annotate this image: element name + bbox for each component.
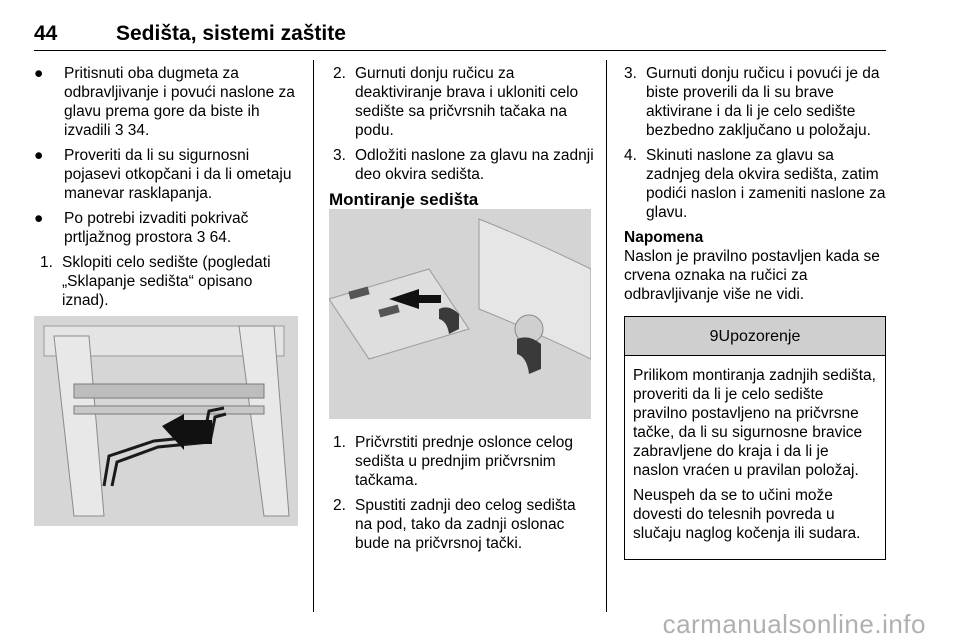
step-text: Spustiti zadnji deo celog sedišta na pod, tako da zadnji oslonac bude na pričvrsnoj tački. <box>355 497 576 552</box>
step-number: 3. <box>333 147 346 164</box>
column-divider-1 <box>313 60 314 612</box>
step-item <box>329 64 594 140</box>
bullet-text: Proveriti da li su sigurnosni pojasevi otkopčani i da li ometaju manevar rasklapanja. <box>64 147 292 202</box>
step-text: Pričvrstiti prednje oslonce celog sedišta u prednjim pričvrsnim tačkama. <box>355 434 573 489</box>
warning-box <box>624 316 886 560</box>
seat-frame-drawing <box>34 316 298 526</box>
step-number: 3. <box>624 65 637 82</box>
step-number: 1. <box>40 254 53 271</box>
step-item <box>34 253 300 310</box>
bullet-item <box>34 209 300 247</box>
step-text: Odložiti naslone za glavu na zadnji deo okvira sedišta. <box>355 147 594 183</box>
step-text: Sklopiti celo sedište (pogledati „Sklapanje sedišta“ opisano iznad). <box>62 254 271 309</box>
step-item <box>329 433 594 490</box>
bullet-item <box>34 146 300 203</box>
bullet-icon: ● <box>34 65 44 82</box>
step-text: Gurnuti donju ručicu za deaktiviranje brava i ukloniti celo sedište sa pričvrsnih tačaka na podu. <box>355 65 579 139</box>
step-text: Skinuti naslone za glavu sa zadnjeg dela okvira sedišta, zatim podići naslon i zameniti naslone za glavu. <box>646 147 886 221</box>
page-ref-icon[interactable]: 3 <box>196 229 206 246</box>
page-ref[interactable]: 64. <box>205 229 232 246</box>
step-number: 4. <box>624 147 637 164</box>
page-ref[interactable]: 34. <box>123 122 150 139</box>
bullet-text: Po potrebi izvaditi pokrivač prtljažnog prostora <box>64 210 249 246</box>
warning-paragraph: Prilikom montiranja zadnjih sedišta, proveriti da li je celo sedište pravilno postavljeno na pričvrsne tačke, da li su sigurnosne bravice zabravljene do kraja i da li je naslon vraćen u pravilan položaj. <box>633 367 876 479</box>
bullet-item <box>34 64 300 140</box>
seat-mounting-illustration <box>329 209 591 419</box>
warning-triangle-icon: 9 <box>709 327 719 345</box>
note-text: Naslon je pravilno postavljen kada se crvena oznaka na ručici za odbravljivanje više ne vidi. <box>624 248 880 303</box>
seat-mounting-drawing <box>329 209 591 419</box>
warning-header <box>625 317 885 356</box>
watermark: carmanualsonline.info <box>662 609 926 639</box>
bullet-icon: ● <box>34 210 44 227</box>
page-number: 44 <box>34 22 58 45</box>
column-divider-2 <box>606 60 607 612</box>
column-2 <box>329 64 594 559</box>
warning-paragraph: Neuspeh da se to učini može dovesti do telesnih povreda u slučaju naglog kočenja ili sudara. <box>633 487 861 542</box>
page-ref-icon[interactable]: 3 <box>114 122 124 139</box>
step-item <box>624 64 886 140</box>
step-number: 1. <box>333 434 346 451</box>
page-header <box>34 6 886 48</box>
step-item <box>329 146 594 184</box>
bullet-icon: ● <box>34 147 44 164</box>
column-3 <box>624 64 886 560</box>
seat-frame-illustration <box>34 316 298 526</box>
step-number: 2. <box>333 65 346 82</box>
header-rule <box>34 50 886 51</box>
note-title: Napomena <box>624 229 704 246</box>
section-title: Montiranje sedišta <box>329 190 479 209</box>
step-text: Gurnuti donju ručicu i povući je da biste proverili da li su brave aktivirane i da li je celo sedište bezbedno zaključano u položaju. <box>646 65 880 139</box>
bullet-text: Pritisnuti oba dugmeta za odbravljivanje i povući naslone za glavu prema gore da biste ih izvadili <box>64 65 295 139</box>
step-item <box>624 146 886 222</box>
step-item <box>329 496 594 553</box>
warning-title: Upozorenje <box>718 327 801 345</box>
column-1 <box>34 64 300 526</box>
step-number: 2. <box>333 497 346 514</box>
page-title: Sedišta, sistemi zaštite <box>116 22 346 45</box>
warning-body <box>625 356 885 559</box>
